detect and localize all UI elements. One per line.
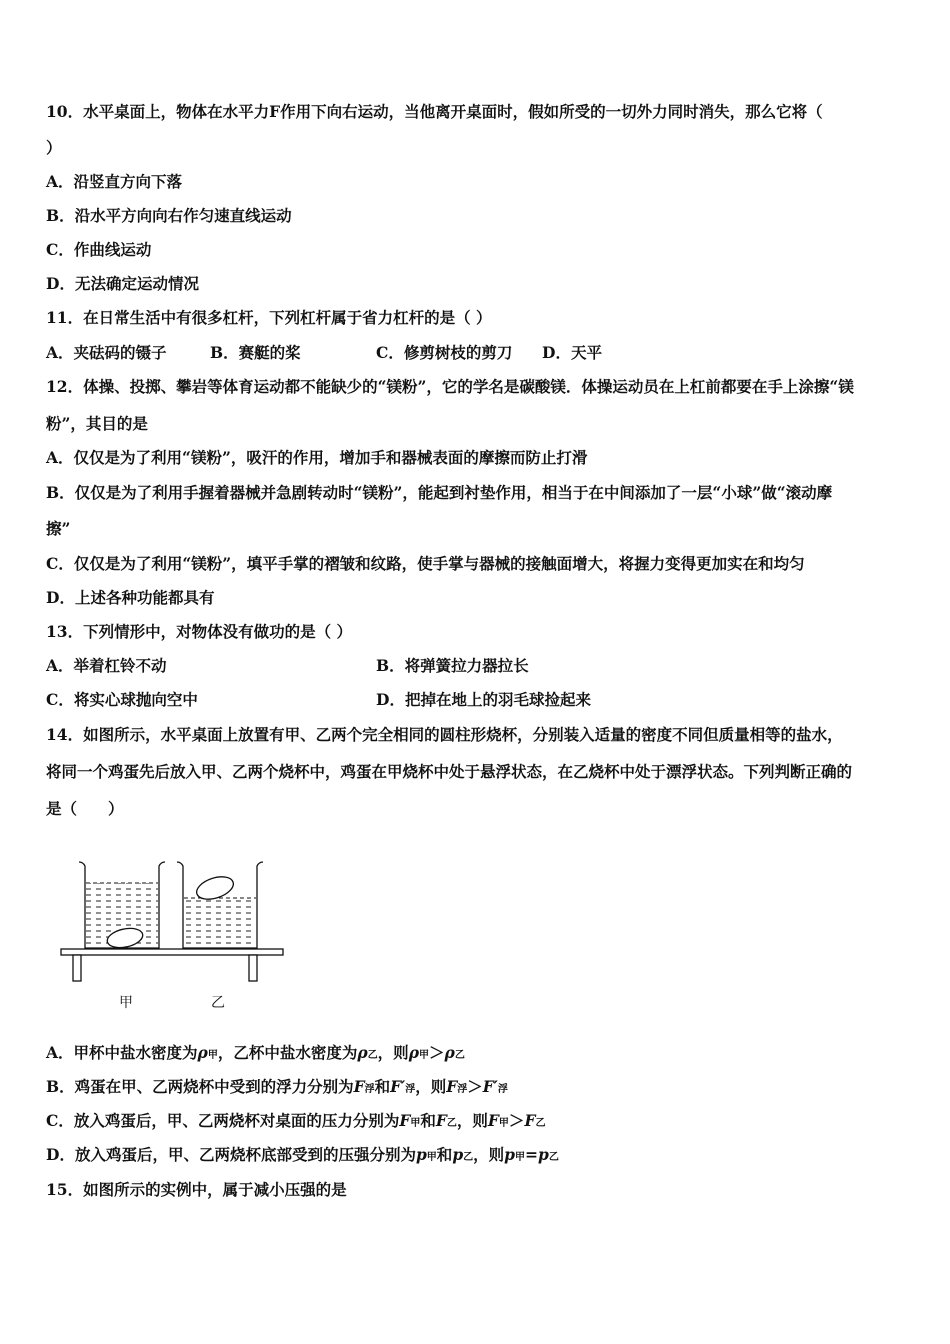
q12-option-b-line1: B．仅仅是为了利用手握着器械并急剧转动时“镁粉”，能起到衬垫作用，相当于在中间添加了一层“小球”做“滚动摩 (46, 483, 833, 502)
beakers-figure (55, 850, 295, 1020)
q10-option-c: C．作曲线运动 (46, 240, 152, 259)
q11-options (46, 343, 602, 363)
q12-option-b-line2: 擦” (46, 519, 71, 538)
table (61, 949, 283, 981)
label-jia: 甲 (119, 995, 133, 1011)
q11-option-d: D．天平 (542, 343, 602, 362)
q10-option-d: D．无法确定运动情况 (46, 274, 199, 293)
q10-stem-line2: ） (46, 138, 62, 157)
q14-stem-line2: 将同一个鸡蛋先后放入甲、乙两个烧杯中，鸡蛋在甲烧杯中处于悬浮状态，在乙烧杯中处于漂浮状态。下列判断正确的 (46, 762, 853, 781)
q14-stem-line1: 14．如图所示，水平桌面上放置有甲、乙两个完全相同的圆柱形烧杯，分别装入适量的密度不同但质量相等的盐水， (46, 725, 843, 744)
q11-option-c: C．修剪树枝的剪刀 (376, 343, 513, 362)
q13-stem: 13．下列情形中，对物体没有做功的是（ ） (46, 622, 352, 641)
q14-option-d: D．放入鸡蛋后，甲、乙两烧杯底部受到的压强分别为p甲和p乙，则p甲=p乙 (46, 1145, 559, 1164)
q10-option-b: B．沿水平方向向右作匀速直线运动 (46, 206, 292, 225)
q14-option-c: C．放入鸡蛋后，甲、乙两烧杯对桌面的压力分别为F甲和F乙，则F甲＞F乙 (46, 1111, 546, 1130)
q11-option-b: B．赛艇的桨 (210, 343, 301, 362)
q13-option-b: B．将弹簧拉力器拉长 (376, 656, 529, 675)
q13-option-d: D．把掉在地上的羽毛球捡起来 (376, 690, 591, 709)
q12-stem-line1: 12．体操、投掷、攀岩等体育运动都不能缺少的“镁粉”，它的学名是碳酸镁．体操运动员在上杠前都要在手上涂擦“镁 (46, 377, 854, 396)
q14-stem-line3: 是（ ） (46, 799, 124, 818)
q13-options-row2 (46, 690, 591, 710)
q10-stem-line1: 10．水平桌面上，物体在水平力F作用下向右运动，当他离开桌面时，假如所受的一切外力同时消失，那么它将（ (46, 102, 823, 121)
q14-option-a: A．甲杯中盐水密度为ρ甲，乙杯中盐水密度为ρ乙，则ρ甲＞ρ乙 (46, 1043, 465, 1062)
q11-option-a: A．夹砝码的镊子 (46, 343, 167, 362)
q12-option-a: A．仅仅是为了利用“镁粉”，吸汗的作用，增加手和器械表面的摩擦而防止打滑 (46, 448, 588, 467)
q13-option-a: A．举着杠铃不动 (46, 656, 167, 675)
q13-option-c: C．将实心球抛向空中 (46, 690, 198, 709)
q15-stem: 15．如图所示的实例中，属于减小压强的是 (46, 1180, 347, 1199)
q12-option-c: C．仅仅是为了利用“镁粉”，填平手掌的褶皱和纹路，使手掌与器械的接触面增大，将握力变得更加实在和均匀 (46, 554, 805, 573)
q11-stem: 11．在日常生活中有很多杠杆，下列杠杆属于省力杠杆的是（ ） (46, 308, 492, 327)
q10-option-a: A．沿竖直方向下落 (46, 172, 183, 191)
q12-stem-line2: 粉”，其目的是 (46, 414, 148, 433)
q12-option-d: D．上述各种功能都具有 (46, 588, 215, 607)
q13-options-row1 (46, 656, 529, 676)
label-yi: 乙 (211, 995, 225, 1011)
beaker-yi (177, 862, 263, 948)
q14-option-b: B．鸡蛋在甲、乙两烧杯中受到的浮力分别为F浮和F′浮，则F浮＞F′浮 (46, 1077, 508, 1096)
beaker-jia (79, 862, 165, 951)
beakers-diagram (55, 850, 295, 990)
